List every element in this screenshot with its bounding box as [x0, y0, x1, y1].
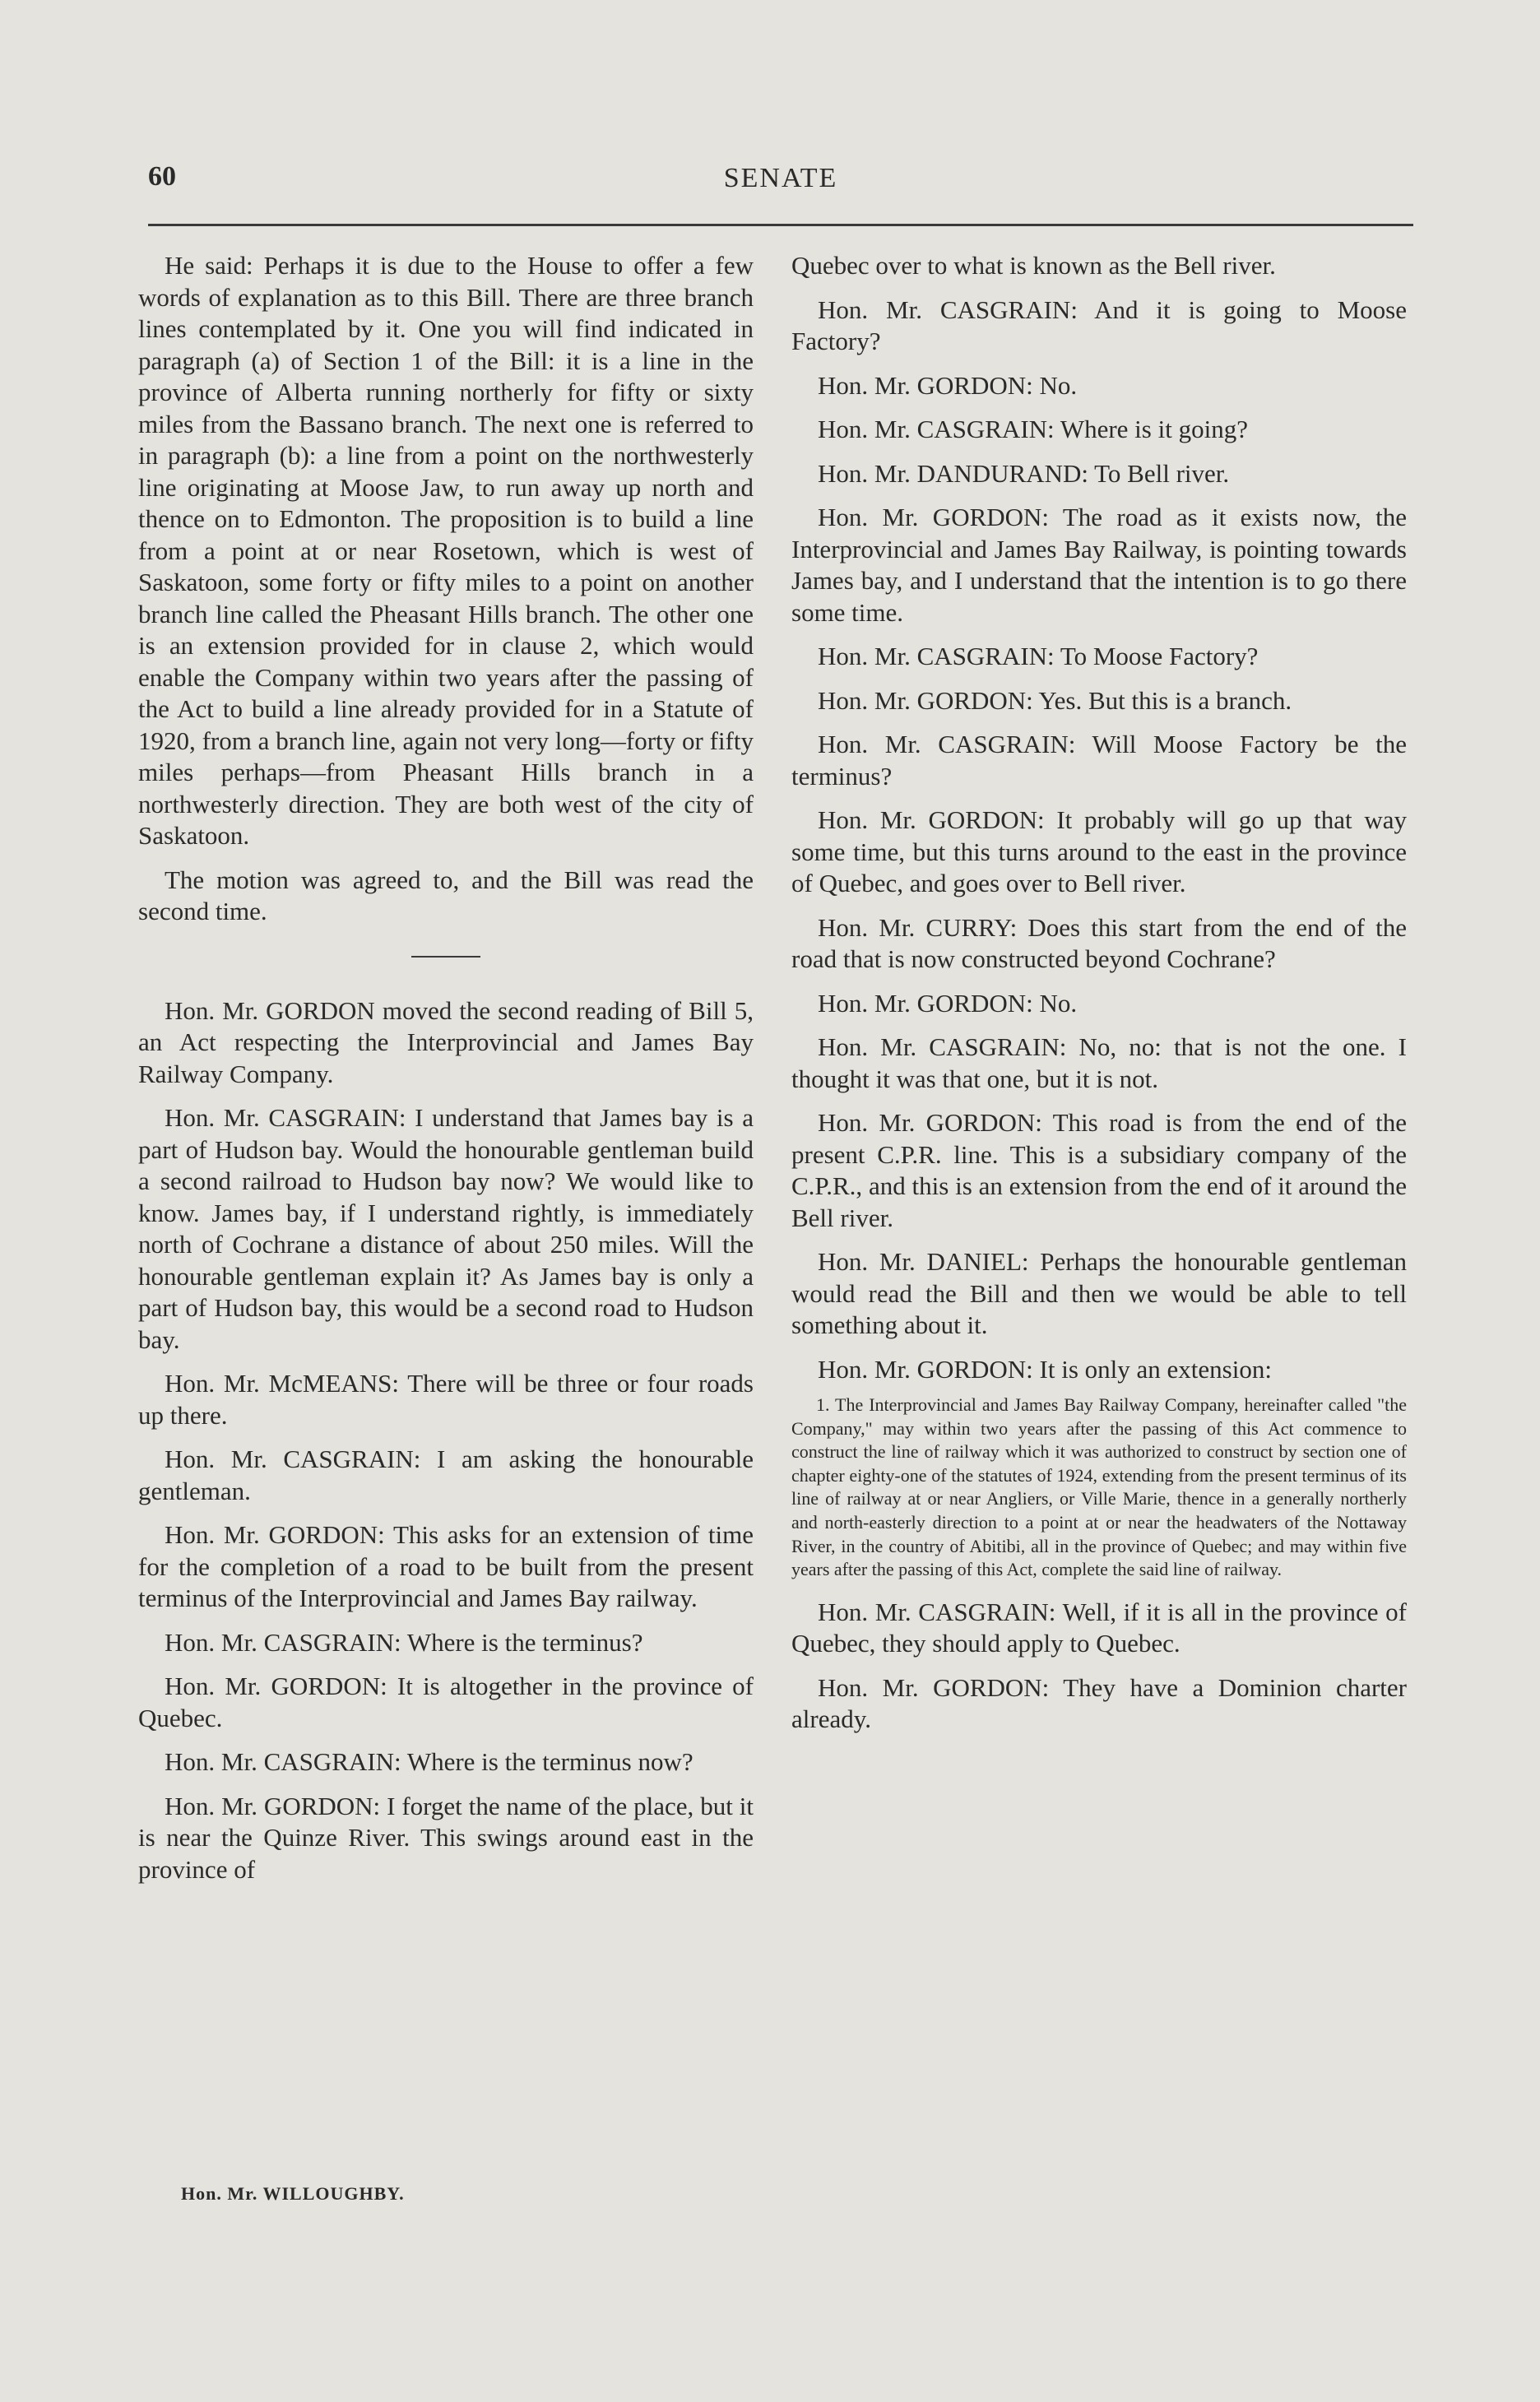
paragraph: Hon. Mr. CASGRAIN: No, no: that is not the one. I thought it was that one, but it is not.: [791, 1032, 1407, 1093]
paragraph: He said: Perhaps it is due to the House to offer a few words of explanation as to this Bill. There are three branch lines contemplated by it. One you will find indicated in paragraph (a) of Section 1 of the Bill: it is a line in the province of Alberta running northerly for fifty or sixty miles from the Bassano branch. The next one is referred to in paragraph (b): a line from a point on the northwesterly line originating at Moose Jaw, to run away up north and thence on to Edmonton. The proposition is to build a line from a point at or near Rosetown, which is west of Saskatoon, some forty or fifty miles to a point on another branch line called the Pheasant Hills branch. The other one is an extension provided for in clause 2, which would enable the Company within two years after the passing of the Act to build a line already provided for in a Statute of 1920, from a branch line, again not very long—forty or fifty miles perhaps—from Pheasant Hills branch in a northwesterly direction. They are both west of the city of Saskatoon.: [138, 251, 754, 850]
paragraph: Hon. Mr. GORDON moved the second reading of Bill 5, an Act respecting the Interprovincial and James Bay Railway Company.: [138, 995, 754, 1088]
paragraph: Hon. Mr. CASGRAIN: I understand that James bay is a part of Hudson bay. Would the honourable gentleman build a second railroad to Hudson bay now? We would like to know. James bay, if I understand rightly, is immediately north of Cochrane a distance of about 250 miles. Will the honourable gentleman explain it? As James bay is only a part of Hudson bay, this would be a second road to Hudson bay.: [138, 1103, 754, 1354]
footer-speaker: Hon. Mr. WILLOUGHBY.: [181, 2183, 405, 2204]
paragraph: Hon. Mr. CASGRAIN: To Moose Factory?: [818, 642, 1259, 670]
running-head: [148, 161, 1413, 197]
paragraph: Hon. Mr. CASGRAIN: Where is it going?: [818, 415, 1248, 443]
paragraph: Hon. Mr. DANIEL: Perhaps the honourable gentleman would read the Bill and then we would be able to tell something about it.: [791, 1247, 1407, 1339]
paragraph: Hon. Mr. DANDURAND: To Bell river.: [818, 458, 1230, 488]
paragraph: Hon. Mr. CASGRAIN: Well, if it is all in the province of Quebec, they should apply to Quebec.: [791, 1597, 1407, 1658]
paragraph: Hon. Mr. GORDON: The road as it exists now, the Interprovincial and James Bay Railway, is pointing towards James bay, and I understand that the intention is to go there some time.: [791, 503, 1407, 627]
paragraph: Hon. Mr. GORDON: I forget the name of the place, but it is near the Quinze River. This swings around east in the province of: [138, 1791, 754, 1884]
paragraph: Hon. Mr. CASGRAIN: And it is going to Moose Factory?: [791, 294, 1407, 355]
paragraph: Hon. Mr. CASGRAIN: Will Moose Factory be the terminus?: [791, 730, 1407, 791]
paragraph: Hon. Mr. GORDON: No.: [818, 988, 1078, 1018]
paragraph: Hon. Mr. GORDON: It is altogether in the province of Quebec.: [138, 1672, 754, 1732]
paragraph: Hon. Mr. GORDON: This asks for an extension of time for the completion of a road to be built from the present terminus of the Interprovincial and James Bay railway.: [138, 1520, 754, 1612]
running-title: SENATE: [723, 163, 838, 193]
left-column: [138, 250, 754, 1885]
paragraph: The motion was agreed to, and the Bill was read the second time.: [138, 865, 754, 925]
page-number: 60: [148, 161, 176, 192]
paragraph: Hon. Mr. CASGRAIN: I am asking the honourable gentleman.: [138, 1444, 754, 1505]
bill-quote: 1. The Interprovincial and James Bay Railway Company, hereinafter called "the Company," may within two years after the passing of this Act commence to construct the line of railway which it was authorized to construct by section one of chapter eighty-one of the statutes of 1924, extending from the present terminus of its line of railway at or near Angliers, or Ville Marie, thence in a generally northerly and north-easterly direction to a point at or near the headwaters of the Nottaway River, in the country of Abitibi, all in the province of Quebec; and may within five years after the passing of this Act, complete the said line of railway.: [791, 1394, 1407, 1580]
header-rule: [148, 224, 1413, 226]
paragraph: Hon. Mr. McMEANS: There will be three or four roads up there.: [138, 1369, 754, 1430]
paragraph: Hon. Mr. GORDON: It probably will go up that way some time, but this turns around to the east in the province of Quebec, and goes over to Bell river.: [791, 805, 1407, 897]
paragraph: Hon. Mr. GORDON: No.: [818, 370, 1078, 400]
right-column: [791, 250, 1407, 1736]
paragraph: Hon. Mr. GORDON: This road is from the end of the present C.P.R. line. This is a subsidiary company of the C.P.R., and this is an extension from the end of it around the Bell river.: [791, 1108, 1407, 1232]
paragraph: Hon. Mr. GORDON: They have a Dominion charter already.: [791, 1672, 1407, 1734]
paragraph: Hon. Mr. CASGRAIN: Where is the terminus now?: [165, 1747, 693, 1776]
section-divider: [411, 956, 480, 958]
paragraph-continuation: Quebec over to what is known as the Bell river.: [791, 251, 1276, 280]
paragraph: Hon. Mr. CURRY: Does this start from the end of the road that is now constructed beyond Cochrane?: [791, 912, 1407, 973]
paragraph: Hon. Mr. GORDON: It is only an extension:: [818, 1354, 1272, 1384]
paragraph: Hon. Mr. GORDON: Yes. But this is a branch.: [818, 685, 1292, 715]
paragraph: Hon. Mr. CASGRAIN: Where is the terminus?: [165, 1627, 643, 1657]
